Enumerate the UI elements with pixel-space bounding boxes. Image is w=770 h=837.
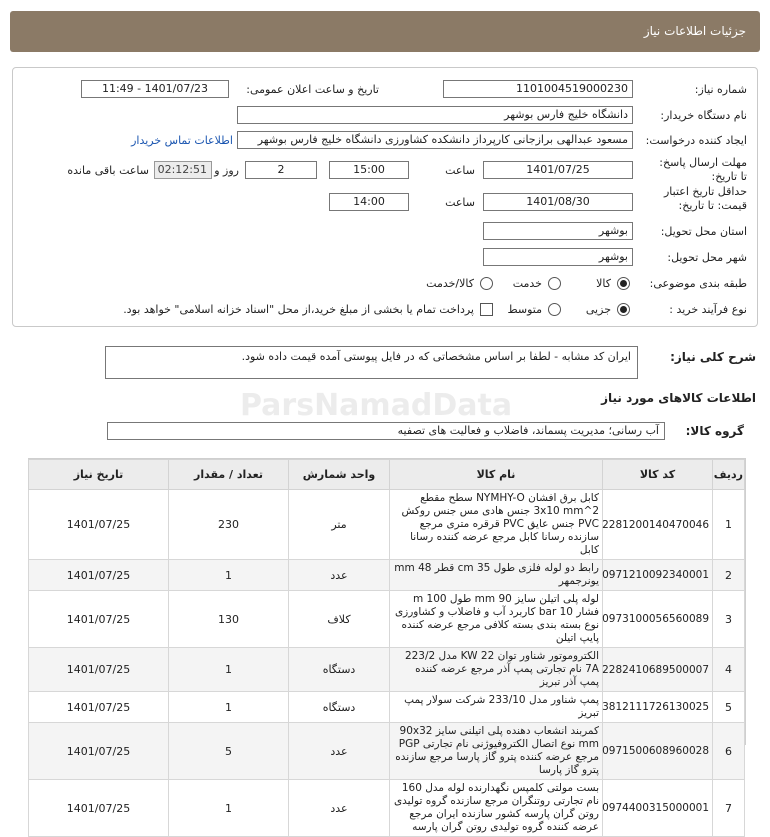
purchase-process-label: نوع فرآیند خرید : — [669, 303, 747, 316]
reply-deadline-label: مهلت ارسال پاسخ: تا تاریخ: — [659, 156, 747, 183]
cell-unit: دستگاه — [289, 648, 390, 692]
subject-service-label: خدمت — [512, 277, 542, 290]
cell-date: 1401/07/25 — [29, 692, 169, 723]
announce-datetime-label: تاریخ و ساعت اعلان عمومی: — [246, 83, 379, 96]
table-row[interactable] — [29, 780, 745, 837]
table-row[interactable] — [29, 692, 745, 723]
cell-qty: 130 — [169, 591, 289, 648]
cell-qty: 1 — [169, 560, 289, 591]
cell-unit: متر — [289, 490, 390, 560]
process-minor-label: جزیی — [585, 303, 611, 316]
days-remaining-field[interactable]: 2 — [245, 161, 317, 179]
subject-service-radio[interactable] — [548, 277, 561, 290]
requester-field[interactable]: مسعود عبدالهی برازجانی کارپرداز دانشکده کشاورزی دانشگاه خلیج فارس بوشهر — [237, 131, 633, 149]
watermark: ParsNamadData — [240, 388, 513, 423]
cell-unit: عدد — [289, 560, 390, 591]
cell-qty: 1 — [169, 648, 289, 692]
cell-row: 1 — [713, 490, 745, 560]
table-row[interactable] — [29, 648, 745, 692]
cell-unit: عدد — [289, 780, 390, 837]
cell-row: 6 — [713, 723, 745, 780]
goods-table-wrapper — [28, 458, 746, 833]
page-title: جزئیات اطلاعات نیاز — [643, 24, 746, 38]
cell-date: 1401/07/25 — [29, 591, 169, 648]
process-medium-radio[interactable] — [548, 303, 561, 316]
cell-date: 1401/07/25 — [29, 723, 169, 780]
cell-unit: کلاف — [289, 591, 390, 648]
subject-goods-service-label: کالا/خدمت — [426, 277, 474, 290]
subject-goods-radio[interactable] — [617, 277, 630, 290]
delivery-province-field[interactable]: بوشهر — [483, 222, 633, 240]
cell-row: 7 — [713, 780, 745, 837]
treasury-checkbox[interactable] — [480, 303, 493, 316]
announce-datetime-field[interactable]: 1401/07/23 - 11:49 — [81, 80, 229, 98]
subject-goods-label: کالا — [596, 277, 611, 290]
validity-time-label: ساعت — [445, 196, 475, 209]
cell-code: 3812111726130025 — [603, 692, 713, 723]
reply-date-field[interactable]: 1401/07/25 — [483, 161, 633, 179]
cell-date: 1401/07/25 — [29, 648, 169, 692]
validity-time-field[interactable]: 14:00 — [329, 193, 409, 211]
subject-goods-service-radio[interactable] — [480, 277, 493, 290]
remaining-time-field: 02:12:51 — [154, 161, 212, 179]
goods-table — [28, 459, 745, 837]
cell-name: کمربند انشعاب دهنده پلی اتیلنی سایز 90x32 mm نوع اتصال الکتروفیوژنی نام تجارتی PGP مرجع عرضه کننده پترو گاز پارسا مرجع سازنده پترو گاز پارسا — [390, 723, 603, 780]
price-validity-label: حداقل تاریخ اعتبار قیمت: تا تاریخ: — [663, 185, 747, 212]
col-header-date: تاریخ نیاز — [29, 460, 169, 490]
table-row[interactable] — [29, 723, 745, 780]
cell-date: 1401/07/25 — [29, 560, 169, 591]
cell-name: پمپ شناور مدل 233/10 شرکت سولار پمپ تبریز — [390, 692, 603, 723]
need-details-panel — [12, 67, 758, 327]
page-title-bar — [10, 11, 760, 52]
cell-row: 3 — [713, 591, 745, 648]
cell-date: 1401/07/25 — [29, 780, 169, 837]
cell-code: 2281200140470046 — [603, 490, 713, 560]
cell-code: 0971210092340001 — [603, 560, 713, 591]
cell-row: 2 — [713, 560, 745, 591]
table-header-row — [29, 460, 745, 490]
cell-qty: 5 — [169, 723, 289, 780]
reply-time-label: ساعت — [445, 164, 475, 177]
cell-row: 5 — [713, 692, 745, 723]
validity-date-field[interactable]: 1401/08/30 — [483, 193, 633, 211]
delivery-city-label: شهر محل تحویل: — [667, 251, 747, 264]
need-number-field[interactable]: 1101004519000230 — [443, 80, 633, 98]
subject-class-label: طبقه بندی موضوعی: — [649, 277, 747, 290]
treasury-note: پرداخت تمام یا بخشی از مبلغ خرید،از محل "اسناد خزانه اسلامی" خواهد بود. — [123, 303, 474, 316]
table-row[interactable] — [29, 560, 745, 591]
reply-time-field[interactable]: 15:00 — [329, 161, 409, 179]
cell-unit: عدد — [289, 723, 390, 780]
cell-code: 0974400315000001 — [603, 780, 713, 837]
col-header-row: ردیف — [713, 460, 745, 490]
col-header-unit: واحد شمارش — [289, 460, 390, 490]
cell-name: رابط دو لوله فلزی طول 35 cm قطر 48 mm یونرجمهر — [390, 560, 603, 591]
days-label: روز و — [214, 164, 239, 177]
goods-group-field: آب رسانی؛ مدیریت پسماند، فاضلاب و فعالیت های تصفیه — [107, 422, 665, 440]
buyer-org-field[interactable]: دانشگاه خلیج فارس بوشهر — [237, 106, 633, 124]
cell-code: 0973100056560089 — [603, 591, 713, 648]
delivery-city-field[interactable]: بوشهر — [483, 248, 633, 266]
cell-unit: دستگاه — [289, 692, 390, 723]
cell-code: 0971500608960028 — [603, 723, 713, 780]
table-row[interactable] — [29, 591, 745, 648]
cell-qty: 1 — [169, 692, 289, 723]
cell-name: کابل برق افشان NYMHY-O سطح مقطع 2^3x10 mm جنس هادی مس جنس روکش PVC جنس عایق PVC قرقره متری مرجع سازنده رسانا کابل مرجع عرضه کننده رسانا کابل — [390, 490, 603, 560]
cell-name: لوله پلی اتیلن سایز 90 mm طول 100 m فشار 10 bar کاربرد آب و فاضلاب و کشاورزی نوع بسته بندی بسته کلافی مرجع عرضه کننده پایپ اتیلن — [390, 591, 603, 648]
cell-name: بست مولتی کلمپس نگهدارنده لوله مدل 160 نام تجارتی روتنگران مرجع سازنده گروه تولیدی روتن گران پارسه کشور سازنده ایران مرجع عرضه کننده گروه تولیدی روتن گران پارسه — [390, 780, 603, 837]
buyer-org-label: نام دستگاه خریدار: — [660, 109, 747, 122]
cell-row: 4 — [713, 648, 745, 692]
buyer-contact-link[interactable]: اطلاعات تماس خریدار — [131, 134, 233, 147]
need-desc-label: شرح کلی نیاز: — [670, 350, 756, 364]
process-medium-label: متوسط — [507, 303, 542, 316]
cell-date: 1401/07/25 — [29, 490, 169, 560]
need-number-label: شماره نیاز: — [694, 83, 747, 96]
goods-group-label: گروه کالا: — [685, 424, 744, 438]
cell-qty: 1 — [169, 780, 289, 837]
cell-code: 2282410689500007 — [603, 648, 713, 692]
process-minor-radio[interactable] — [617, 303, 630, 316]
col-header-qty: تعداد / مقدار — [169, 460, 289, 490]
col-header-code: کد کالا — [603, 460, 713, 490]
hours-remaining-label: ساعت باقی مانده — [67, 164, 149, 177]
cell-name: الکتروموتور شناور توان 22 KW مدل 223/2 7A نام تجارتی پمپ آذر مرجع عرضه کننده پمپ آذر تبریز — [390, 648, 603, 692]
col-header-name: نام کالا — [390, 460, 603, 490]
table-row[interactable] — [29, 490, 745, 560]
cell-qty: 230 — [169, 490, 289, 560]
requester-label: ایجاد کننده درخواست: — [645, 134, 747, 147]
delivery-province-label: استان محل تحویل: — [660, 225, 747, 238]
goods-info-heading: اطلاعات کالاهای مورد نیاز — [601, 391, 756, 405]
need-desc-box: ایران کد مشابه - لطفا بر اساس مشخصاتی که در فایل پیوستی آمده قیمت داده شود. — [105, 346, 638, 379]
